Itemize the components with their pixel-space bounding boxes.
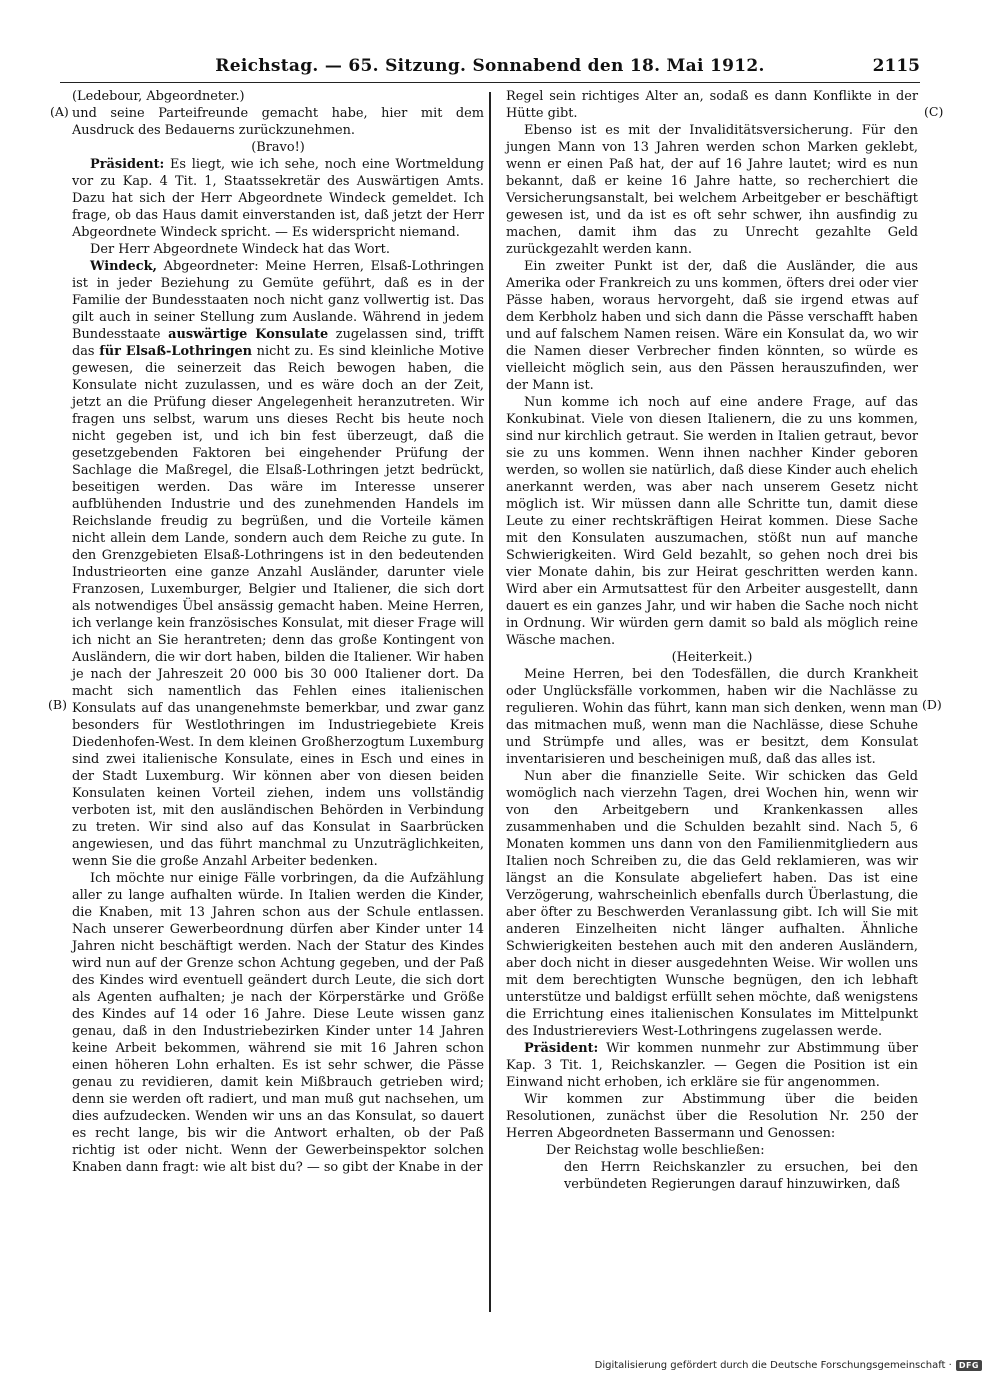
page-header [60,56,920,83]
speaker-name: Präsident: [90,157,165,172]
paragraph: Windeck, Abgeordneter: Meine Herren, Elsaß-Lothringen ist in jeder Beziehung zu Gemüte geführt, daß es in der Familie der Bundesstaaten noch nicht ganz vollwertig ist. Das gilt auch in seiner Stellung zum Auslande. Während in jedem Bundesstaate auswärtige Konsulate zugelassen sind, trifft das für Elsaß-Lothringen nicht zu. Es sind kleinliche Motive gewesen, die seinerzeit das Reich bewogen haben, die Konsulate nicht zuzulassen, und es wäre doch an der Zeit, jetzt an die Prüfung dieser Angelegenheit heranzutreten. Wir fragen uns selbst, warum uns dieses Recht bis heute noch nicht gegeben ist, und ich bin fest überzeugt, daß die gesetzgebenden Faktoren bei eingehender Prüfung der Sachlage die Maßregel, die Elsaß-Lothringen jetzt bedrückt, beseitigen werden. Das wäre im Interesse unserer aufblühenden Industrie und des zunehmenden Handels im Reichslande freudig zu begrüßen, und die Vorteile kämen nicht allein dem Lande, sondern auch dem Reiche zu gute. In den Grenzgebieten Elsaß-Lothringens ist in den bedeutenden Industrieorten eine ganze Anzahl Ausländer, darunter viele Franzosen, Luxemburger, Belgier und Italiener, die sich dort als notwendiges Übel ansässig gemacht haben. Meine Herren, ich verlange kein französisches Konsulat, mit dieser Frage will ich nicht an Sie herantreten; denn das große Kontingent von Ausländern, die wir dort haben, bilden die Italiener. Wir haben je nach der Jahreszeit 20 000 bis 30 000 Italiener dort. Da macht sich namentlich das Fehlen eines italienischen Konsulats auf das unangenehmste bemerkbar, und zwar ganz besonders für Westlothringen im Industriegebiete Kreis Diedenhofen-West. In dem kleinen Großherzogtum Luxemburg sind zwei italienische Konsulate, eines in Esch und eines in der Stadt Luxemburg. Wir können aber von diesen beiden Konsulaten keinen Vorteil ziehen, indem uns vollständig verboten ist, mit den ausländischen Behörden in Verbindung zu treten. Wir sind also auf das Konsulat in Saarbrücken angewiesen, und das führt manchmal zu Unzuträglichkeiten, wenn Sie die große Anzahl Arbeiter bedenken. [72,259,485,869]
speaker-continuation: (Ledebour, Abgeordneter.) [72,89,245,104]
header-title: Reichstag. — 65. Sitzung. Sonnabend den 18. Mai 1912. [215,56,765,76]
paragraph: Ein zweiter Punkt ist der, daß die Ausländer, die aus Amerika oder Frankreich zu uns kommen, öfters drei oder vier Pässe haben, woraus hervorgeht, daß sie irgend etwas auf dem Kerbholz haben und sich dann die Pässe verschafft haben und auf falschem Namen reisen. Wäre ein Konsulat da, wo wir die Namen dieser Verbrecher finden könnten, so würde es vielleicht möglich sein, aus den Pässen herauszufinden, wer der Mann ist. [506,259,918,393]
footer-text: Digitalisierung gefördert durch die Deutsche Forschungsgemeinschaft · [594,1360,952,1371]
speaker-name: Windeck, [90,259,158,274]
dfg-logo-icon: DFG [956,1360,982,1371]
paragraph: Ich möchte nur einige Fälle vorbringen, da die Aufzählung aller zu lange aufhalten würde. In Italien werden die Kinder, die Knaben, mit 13 Jahren schon aus der Schule entlassen. Nach unserer Gewerbeordnung dürfen aber Kinder unter 14 Jahren nicht beschäftigt werden. Nach der Statur des Kindes wird nun auf der Grenze schon Achtung gegeben, und der Paß des Kindes wird eventuell geändert durch Leute, die sich dort als Agenten aufhalten; je nach der Körperstärke und Größe des Kindes auf 14 oder 16 Jahre. Diese Leute wissen ganz genau, daß in den Industriebezirken Kinder unter 14 Jahren keine Arbeit bekommen, während sie mit 16 Jahren schon einen höheren Lohn erhalten. Es ist sehr schwer, die Pässe genau zu revidieren, damit kein Mißbrauch getrieben wird; denn sie werden oft radiert, und man muß gut nachsehen, um dies aufzudecken. Wenden wir uns an das Konsulat, so dauert es recht lange, bis wir die Antwort erhalten, ob der Paß richtig ist oder nicht. Wenn der Gewerbeinspektor solchen Knaben dann fragt: wie alt bist du? — so gibt der Knabe in der [72,871,484,1175]
speaker-name: Präsident: [524,1041,599,1056]
paragraph: Wir kommen zur Abstimmung über die beiden Resolutionen, zunächst über die Resolution Nr. 250 der Herren Abgeordneten Bassermann und Genossen: [506,1092,918,1141]
paragraph: und seine Parteifreunde gemacht habe, hier mit dem Ausdruck des Bedauerns zurückzunehmen. [72,106,484,138]
resolution-heading: Der Reichstag wolle beschließen: [546,1143,765,1158]
margin-marker-d: (D) [922,697,942,712]
page-number: 2115 [872,56,920,76]
paragraph: Ebenso ist es mit der Invaliditätsversicherung. Für den jungen Mann von 13 Jahren werden schon Marken geklebt, wenn er einen Paß hat, der auf 16 Jahre lautet; wird es nun bekannt, daß er keine 16 Jahre hatte, so recherchiert die Versicherungsanstalt, bei welchem Arbeitgeber er beschäftigt gewesen ist, und da ist es oft sehr schwer, ihn ausfindig zu machen, damit ihm das zu Unrecht gezahlte Geld zurückgezahlt werden kann. [506,123,918,257]
paragraph: Der Herr Abgeordnete Windeck hat das Wort. [90,242,390,257]
paragraph: Meine Herren, bei den Todesfällen, die durch Krankheit oder Unglücksfälle vorkommen, haben wir die Nachlässe zu regulieren. Wohin das führt, kann man sich denken, wenn man das mitmachen muß, wenn man die Nachlässe, diese Schuhe und Strümpfe und alles, was er besitzt, dem Konsulat inventarisieren und bescheinigen muß, daß das alles ist. [506,667,918,767]
digitization-footer [595,1360,982,1371]
paragraph: Nun aber die finanzielle Seite. Wir schicken das Geld womöglich nach vierzehn Tagen, drei Wochen hin, wenn wir von den Arbeitgebern und Krankenkassen alles zusammenhaben und die Schulden bezahlt sind. Nach 5, 6 Monaten kommen uns dann von den Familienmitgliedern aus Italien noch Schreiben zu, die das Geld reklamieren, was wir längst an die Konsulate abgeliefert haben. Das ist eine Verzögerung, wahrscheinlich ebenfalls durch Überlastung, die aber öfter zu Beschwerden Veranlassung gibt. Ich will Sie mit anderen Einzelheiten nicht länger aufhalten. Ähnliche Schwierigkeiten bestehen auch mit den anderen Ausländern, aber doch nicht in dieser ausgedehnten Weise. Wir wollen uns mit dem berechtigten Wunsche begnügen, den ich lebhaft unterstütze und baldigst erfüllt sehen möchte, daß wenigstens die Errichtung eines italienischen Konsulates im Mittelpunkt des Industriereviers West-Lothringens zugelassen werde. [506,769,918,1039]
margin-marker-a: (A) [50,104,69,119]
margin-marker-b: (B) [48,697,67,712]
paragraph: Nun komme ich noch auf eine andere Frage, auf das Konkubinat. Viele von diesen Italienern, die zu uns kommen, sind nur kirchlich getraut. Sie werden in Italien getraut, bevor sie zu uns kommen. Wenn ihnen nachher Kinder geboren werden, so wollen sie natürlich, daß diese Kinder auch ehelich anerkannt werden, was aber nach unserem Gesetz nicht möglich ist. Wir müssen dann alle Schritte tun, damit diese Leute zu einer rechtskräftigen Heirat kommen. Diese Sache mit den Konsulaten auszumachen, stößt nun auf manche Schwierigkeiten. Wird Geld bezahlt, so gehen noch drei bis vier Monate dahin, bis zur Heirat geschritten werden kann. Wird aber ein Armutsattest für den Arbeiter ausgestellt, dann dauert es ein ganzes Jahr, und wir haben die Sache noch nicht in Ordnung. Wir würden gern damit so bald als möglich reine Wäsche machen. [506,395,918,648]
margin-marker-c: (C) [924,104,944,119]
paragraph: Präsident: Es liegt, wie ich sehe, noch eine Wortmeldung vor zu Kap. 4 Tit. 1, Staatssekretär des Auswärtigen Amts. Dazu hat sich der Herr Abgeordnete Windeck gemeldet. Ich frage, ob das Haus damit einverstanden ist, daß jetzt der Herr Abgeordnete Windeck spricht. — Es widerspricht niemand. [72,157,484,240]
right-column [506,88,918,1193]
interjection: (Heiterkeit.) [671,650,753,665]
paragraph: Regel sein richtiges Alter an, sodaß es dann Konflikte in der Hütte gibt. [506,89,918,121]
left-column [72,88,484,1176]
paragraph: Präsident: Wir kommen nunmehr zur Abstimmung über Kap. 3 Tit. 1, Reichskanzler. — Gegen die Position ist ein Einwand nicht erhoben, ich erkläre sie für angenommen. [506,1041,918,1090]
resolution-text: den Herrn Reichskanzler zu ersuchen, bei den verbündeten Regierungen darauf hinzuwirken, daß [564,1160,918,1192]
emphasis: auswärtige Konsulate [168,327,329,342]
column-divider [489,92,491,1312]
emphasis: für Elsaß-Lothringen [99,344,253,359]
interjection: (Bravo!) [251,140,305,155]
